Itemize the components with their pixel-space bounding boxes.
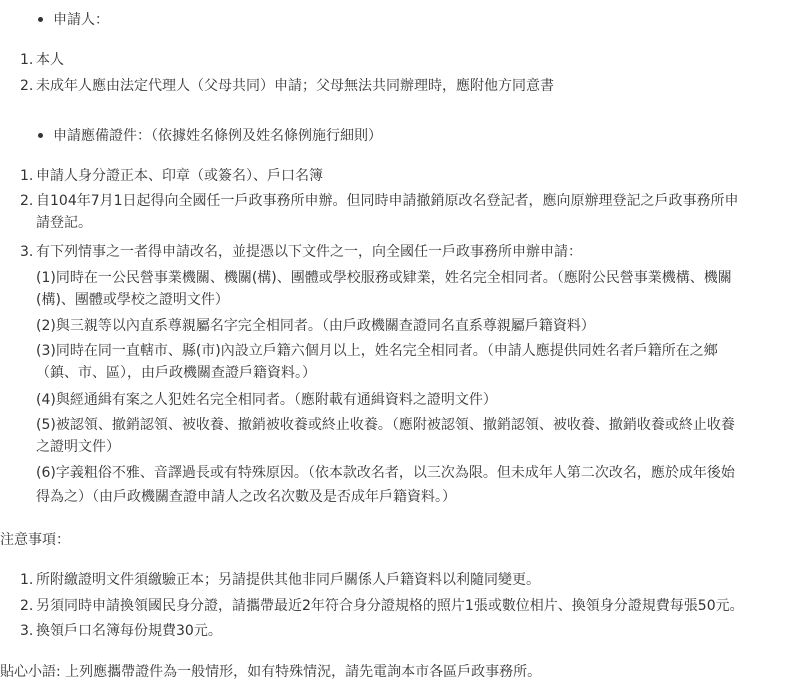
list-number: 1.	[20, 52, 34, 68]
bullet-icon	[38, 17, 43, 22]
applicant-heading: 申請人：	[53, 12, 109, 28]
documents-item-2-line-2: 請登記。	[36, 215, 92, 231]
sub-item-1-line-2: (構)、團體或學校之證明文件）	[36, 292, 229, 308]
sub-item-6-line-1: (6)字義粗俗不雅、音譯過長或有特殊原因。（依本款改名者，以三次為限。但未成年人第二次改名，應於成年後始	[36, 465, 735, 481]
notes-heading: 注意事項：	[0, 532, 70, 548]
notes-item-1: 所附繳證明文件須繳驗正本；另請提供其他非同戶關係人戶籍資料以利隨同變更。	[36, 572, 540, 588]
notes-item-2: 另須同時申請換領國民身分證，請攜帶最近2年符合身分證規格的照片1張或數位相片、換領身分證規費每張50元。	[36, 598, 744, 614]
list-number: 3.	[20, 244, 34, 260]
list-number: 2.	[20, 193, 34, 209]
list-number: 1.	[20, 572, 34, 588]
sub-item-4: (4)與經通緝有案之人犯姓名完全相同者。（應附載有通緝資料之證明文件）	[36, 392, 497, 408]
sub-item-3-line-1: (3)同時在同一直轄市、縣(市)內設立戶籍六個月以上，姓名完全相同者。（申請人應提供同姓名者戶籍所在之鄉	[36, 343, 718, 359]
applicant-item-1: 本人	[36, 52, 64, 68]
sub-item-3-line-2: （鎮、市、區），由戶政機關查證戶籍資料。）	[36, 365, 316, 381]
list-number: 2.	[20, 78, 34, 94]
sub-item-2: (2)與三親等以內直系尊親屬名字完全相同者。（由戶政機關查證同名直系尊親屬戶籍資料）	[36, 318, 595, 334]
sub-item-1-line-1: (1)同時在一公民營事業機關、機關(構)、團體或學校服務或肄業，姓名完全相同者。（應附公民營事業機構、機關	[36, 270, 732, 286]
documents-item-1: 申請人身分證正本、印章（或簽名）、戶口名簿	[36, 168, 323, 184]
documents-item-2-line-1: 自104年7月1日起得向全國任一戶政事務所申辦。但同時申請撤銷原改名登記者，應向原辦理登記之戶政事務所申	[36, 193, 739, 209]
documents-heading: 申請應備證件：（依據姓名條例及姓名條例施行細則）	[53, 128, 382, 144]
sub-item-5-line-1: (5)被認領、撤銷認領、被收養、撤銷被收養或終止收養。（應附被認領、撤銷認領、被收養、撤銷收養或終止收養	[36, 417, 735, 433]
sub-item-5-line-2: 之證明文件）	[36, 439, 120, 455]
documents-item-3: 有下列情事之一者得申請改名，並提憑以下文件之一，向全國任一戶政事務所申辦申請：	[36, 244, 582, 260]
list-number: 3.	[20, 623, 34, 639]
tip-text: 貼心小語: 上列應攜帶證件為一般情形，如有特殊情況，請先電詢本市各區戶政事務所。	[0, 664, 542, 680]
notes-item-3: 換領戶口名簿每份規費30元。	[36, 623, 222, 639]
sub-item-6-line-2: 得為之）（由戶政機關查證申請人之改名次數及是否成年戶籍資料。）	[36, 489, 456, 505]
bullet-icon	[38, 133, 43, 138]
applicant-item-2: 未成年人應由法定代理人（父母共同）申請；父母無法共同辦理時，應附他方同意書	[36, 78, 554, 94]
list-number: 2.	[20, 598, 34, 614]
list-number: 1.	[20, 168, 34, 184]
